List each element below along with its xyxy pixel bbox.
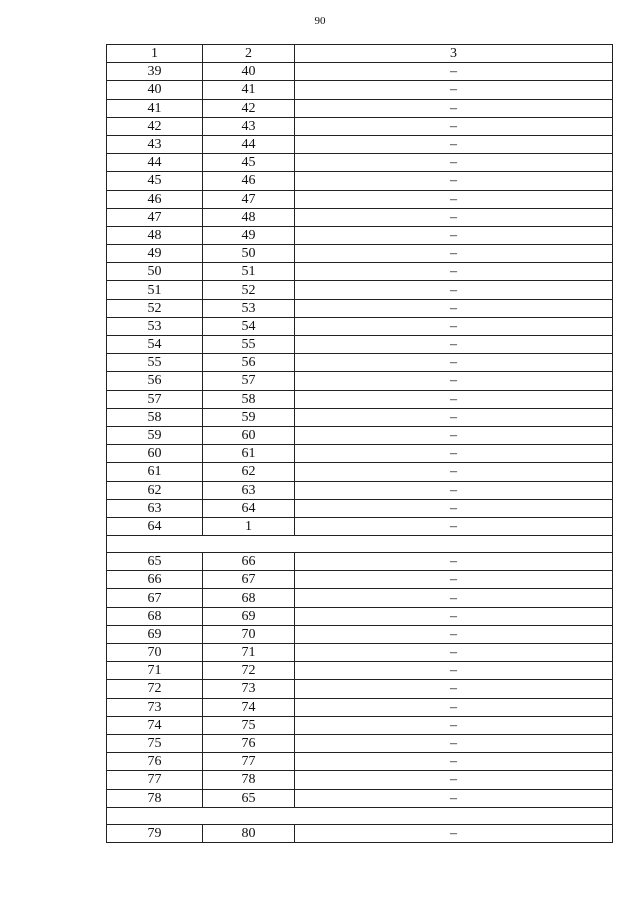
table-row — [107, 481, 613, 499]
table-row — [107, 607, 613, 625]
table-row — [107, 662, 613, 680]
table-row — [107, 517, 613, 535]
table-cell-col-1: 47 — [107, 208, 203, 226]
group-separator-cell — [107, 536, 613, 553]
table-row — [107, 680, 613, 698]
table-cell-col-3: – — [295, 698, 613, 716]
table-row — [107, 716, 613, 734]
table-cell-col-2: 64 — [203, 499, 295, 517]
table-cell-col-3: – — [295, 263, 613, 281]
table-cell-col-3: – — [295, 299, 613, 317]
table-cell-col-3: – — [295, 390, 613, 408]
table-cell-col-3: – — [295, 354, 613, 372]
table-cell-col-2: 55 — [203, 336, 295, 354]
table-body — [107, 45, 613, 843]
table-cell-col-1: 39 — [107, 63, 203, 81]
table-cell-col-2: 61 — [203, 445, 295, 463]
table-row — [107, 99, 613, 117]
table-cell-col-1: 55 — [107, 354, 203, 372]
table-cell-col-2: 76 — [203, 734, 295, 752]
table-cell-col-2: 50 — [203, 245, 295, 263]
table-cell-col-2: 1 — [203, 517, 295, 535]
header-cell-2: 2 — [203, 45, 295, 63]
table-cell-col-2: 43 — [203, 117, 295, 135]
table-cell-col-3: – — [295, 553, 613, 571]
table-row — [107, 81, 613, 99]
table-cell-col-2: 56 — [203, 354, 295, 372]
table-cell-col-2: 45 — [203, 154, 295, 172]
page-number: 90 — [314, 15, 326, 27]
table-row — [107, 390, 613, 408]
table-cell-col-1: 64 — [107, 517, 203, 535]
table-cell-col-1: 75 — [107, 734, 203, 752]
table-row — [107, 698, 613, 716]
table-cell-col-3: – — [295, 716, 613, 734]
table-cell-col-2: 41 — [203, 81, 295, 99]
table-cell-col-2: 80 — [203, 824, 295, 842]
table-row — [107, 208, 613, 226]
table-cell-col-1: 71 — [107, 662, 203, 680]
table-cell-col-3: – — [295, 208, 613, 226]
table-cell-col-2: 42 — [203, 99, 295, 117]
table-cell-col-2: 48 — [203, 208, 295, 226]
table-cell-col-2: 58 — [203, 390, 295, 408]
table-row — [107, 589, 613, 607]
table-cell-col-3: – — [295, 499, 613, 517]
table-cell-col-2: 53 — [203, 299, 295, 317]
table-cell-col-1: 68 — [107, 607, 203, 625]
table-row — [107, 245, 613, 263]
table-cell-col-2: 54 — [203, 317, 295, 335]
table-cell-col-1: 41 — [107, 99, 203, 117]
table-cell-col-3: – — [295, 734, 613, 752]
table-row — [107, 499, 613, 517]
table-cell-col-2: 70 — [203, 625, 295, 643]
table-row — [107, 463, 613, 481]
table-cell-col-2: 60 — [203, 426, 295, 444]
table-cell-col-1: 62 — [107, 481, 203, 499]
table-cell-col-1: 67 — [107, 589, 203, 607]
table-cell-col-1: 61 — [107, 463, 203, 481]
table-cell-col-3: – — [295, 81, 613, 99]
table-cell-col-3: – — [295, 372, 613, 390]
data-table — [106, 44, 613, 843]
table-cell-col-2: 74 — [203, 698, 295, 716]
table-cell-col-1: 57 — [107, 390, 203, 408]
header-row — [107, 45, 613, 63]
table-cell-col-1: 42 — [107, 117, 203, 135]
table-cell-col-3: – — [295, 117, 613, 135]
table-cell-col-1: 77 — [107, 771, 203, 789]
table-row — [107, 771, 613, 789]
table-row — [107, 644, 613, 662]
table-cell-col-2: 69 — [203, 607, 295, 625]
group-separator-cell — [107, 807, 613, 824]
table-cell-col-3: – — [295, 607, 613, 625]
table-cell-col-2: 78 — [203, 771, 295, 789]
table-cell-col-2: 71 — [203, 644, 295, 662]
table-row — [107, 789, 613, 807]
table-row — [107, 625, 613, 643]
table-row — [107, 172, 613, 190]
table-cell-col-2: 68 — [203, 589, 295, 607]
table-row — [107, 226, 613, 244]
table-row — [107, 734, 613, 752]
table-cell-col-3: – — [295, 644, 613, 662]
table-row — [107, 571, 613, 589]
table-cell-col-2: 59 — [203, 408, 295, 426]
table-cell-col-1: 43 — [107, 135, 203, 153]
table-row — [107, 317, 613, 335]
table-cell-col-1: 40 — [107, 81, 203, 99]
table-cell-col-3: – — [295, 680, 613, 698]
table-cell-col-3: – — [295, 753, 613, 771]
table-cell-col-3: – — [295, 336, 613, 354]
table-cell-col-1: 73 — [107, 698, 203, 716]
table-cell-col-3: – — [295, 824, 613, 842]
table-cell-col-1: 58 — [107, 408, 203, 426]
table-cell-col-1: 74 — [107, 716, 203, 734]
table-cell-col-1: 66 — [107, 571, 203, 589]
table-cell-col-1: 78 — [107, 789, 203, 807]
table-cell-col-3: – — [295, 408, 613, 426]
table-cell-col-1: 69 — [107, 625, 203, 643]
table-row — [107, 445, 613, 463]
table-cell-col-2: 62 — [203, 463, 295, 481]
table-cell-col-1: 44 — [107, 154, 203, 172]
table-row — [107, 753, 613, 771]
table-cell-col-3: – — [295, 190, 613, 208]
table-cell-col-2: 73 — [203, 680, 295, 698]
table-row — [107, 117, 613, 135]
table-row — [107, 135, 613, 153]
table-cell-col-1: 76 — [107, 753, 203, 771]
table-cell-col-1: 56 — [107, 372, 203, 390]
table-cell-col-3: – — [295, 789, 613, 807]
table-cell-col-3: – — [295, 481, 613, 499]
table-cell-col-2: 49 — [203, 226, 295, 244]
table-row — [107, 372, 613, 390]
table-cell-col-3: – — [295, 517, 613, 535]
table-cell-col-2: 75 — [203, 716, 295, 734]
table-cell-col-1: 70 — [107, 644, 203, 662]
table-cell-col-3: – — [295, 135, 613, 153]
table-cell-col-1: 51 — [107, 281, 203, 299]
table-cell-col-3: – — [295, 771, 613, 789]
table-cell-col-1: 53 — [107, 317, 203, 335]
table-cell-col-3: – — [295, 571, 613, 589]
header-cell-3: 3 — [295, 45, 613, 63]
table-cell-col-2: 46 — [203, 172, 295, 190]
table-row — [107, 336, 613, 354]
table-cell-col-3: – — [295, 63, 613, 81]
table-cell-col-3: – — [295, 662, 613, 680]
table-row — [107, 154, 613, 172]
table-cell-col-1: 79 — [107, 824, 203, 842]
table-cell-col-3: – — [295, 589, 613, 607]
table-row — [107, 299, 613, 317]
table-row — [107, 824, 613, 842]
table-cell-col-1: 65 — [107, 553, 203, 571]
table-cell-col-2: 57 — [203, 372, 295, 390]
table-cell-col-1: 45 — [107, 172, 203, 190]
table-cell-col-2: 77 — [203, 753, 295, 771]
table-row — [107, 63, 613, 81]
table-cell-col-3: – — [295, 463, 613, 481]
table-cell-col-2: 65 — [203, 789, 295, 807]
group-separator-row — [107, 536, 613, 553]
table-cell-col-3: – — [295, 445, 613, 463]
table-row — [107, 190, 613, 208]
table-cell-col-2: 47 — [203, 190, 295, 208]
table-cell-col-2: 66 — [203, 553, 295, 571]
table-cell-col-2: 52 — [203, 281, 295, 299]
table-row — [107, 408, 613, 426]
table-cell-col-3: – — [295, 426, 613, 444]
table-row — [107, 354, 613, 372]
table-cell-col-3: – — [295, 245, 613, 263]
table-cell-col-1: 49 — [107, 245, 203, 263]
table-cell-col-3: – — [295, 172, 613, 190]
table-cell-col-2: 63 — [203, 481, 295, 499]
table-cell-col-3: – — [295, 625, 613, 643]
table-row — [107, 263, 613, 281]
table-cell-col-2: 44 — [203, 135, 295, 153]
table-cell-col-3: – — [295, 281, 613, 299]
table-cell-col-1: 50 — [107, 263, 203, 281]
table-cell-col-1: 72 — [107, 680, 203, 698]
table-cell-col-2: 40 — [203, 63, 295, 81]
table-cell-col-2: 51 — [203, 263, 295, 281]
table-row — [107, 281, 613, 299]
table-cell-col-1: 52 — [107, 299, 203, 317]
table-cell-col-1: 46 — [107, 190, 203, 208]
table-cell-col-2: 72 — [203, 662, 295, 680]
table-cell-col-1: 59 — [107, 426, 203, 444]
table-row — [107, 553, 613, 571]
table-cell-col-2: 67 — [203, 571, 295, 589]
table-row — [107, 426, 613, 444]
table-cell-col-1: 54 — [107, 336, 203, 354]
table-cell-col-1: 63 — [107, 499, 203, 517]
header-cell-1: 1 — [107, 45, 203, 63]
table-cell-col-3: – — [295, 317, 613, 335]
group-separator-row — [107, 807, 613, 824]
table-cell-col-1: 48 — [107, 226, 203, 244]
table-cell-col-3: – — [295, 154, 613, 172]
table-cell-col-3: – — [295, 226, 613, 244]
table-cell-col-3: – — [295, 99, 613, 117]
table-cell-col-1: 60 — [107, 445, 203, 463]
